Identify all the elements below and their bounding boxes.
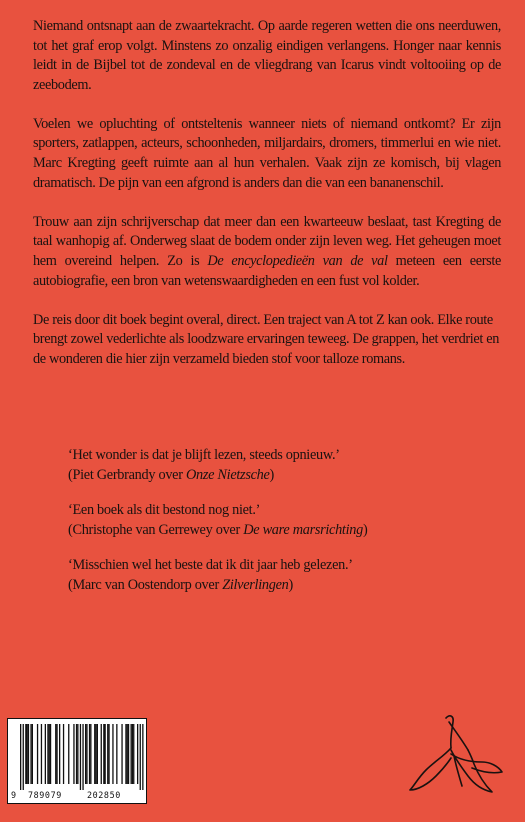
barcode-bar <box>86 724 87 784</box>
barcode-bar <box>68 724 69 784</box>
barcode-bar <box>28 724 29 784</box>
quote-source: (Christophe van Gerrewey over De ware marsrichting) <box>68 521 368 538</box>
barcode-bar <box>76 724 77 784</box>
barcode-bar <box>103 724 104 784</box>
barcode-bar <box>47 724 48 784</box>
barcode-bar <box>116 724 117 784</box>
barcode-bar <box>82 724 83 790</box>
barcode-bar <box>25 724 26 784</box>
barcode-bar <box>108 724 109 784</box>
barcode-bar <box>59 724 60 784</box>
barcode-bar <box>95 724 96 784</box>
blurb-paragraph-3 <box>33 213 501 291</box>
isbn-lead-digit: 9 <box>11 790 17 800</box>
blurb-paragraph-1: Niemand ontsnapt aan de zwaartekracht. Op aarde regeren wetten die ons neerduwen, tot het graf erop volgt. Minstens zo onzalig eindigen verlangens. Honger naar kennis leidt in de Bijbel tot de zondeval en de vliegdrang van Icarus vindt voltooiing op de zeebodem. <box>33 18 501 93</box>
barcode-bars <box>8 719 146 791</box>
barcode-bar <box>121 724 122 784</box>
quote-text: ‘Het wonder is dat je blijft lezen, steeds opnieuw.’ <box>68 447 340 463</box>
barcode-bar <box>89 724 90 784</box>
barcode-bar <box>107 724 108 784</box>
barcode-bar <box>97 724 98 784</box>
blurb-paragraph-3-end: meteen een eerste autobiografie, een bron van wetenswaardigheden en een fust vol kolder. <box>33 252 502 289</box>
barcode-bar <box>30 724 31 784</box>
isbn-left-digits: 789079 <box>28 790 62 800</box>
barcode-bar <box>80 724 81 790</box>
barcode-bar <box>20 724 21 790</box>
review-quote <box>68 556 498 595</box>
quote-source: (Piet Gerbrandy over Onze Nietzsche) <box>68 466 274 483</box>
review-quotes <box>68 446 498 612</box>
book-title-inline: De encyclopedieën van de val <box>207 252 388 269</box>
quote-text: ‘Een boek als dit bestond nog niet.’ <box>68 502 261 519</box>
barcode-bar <box>90 724 91 784</box>
barcode-bar <box>125 724 126 784</box>
blurb-paragraph-4: De reis door dit boek begint overal, direct. Een traject van A tot Z kan ook. Elke route brengt zowel vederlichte als loodzware ervaringen teweeg. De grappen, het verdriet en de wonderen die hier zijn verzameld bieden stof voor talloze romans. <box>33 311 500 367</box>
barcode-bar <box>63 724 64 784</box>
barcode-bar <box>128 724 129 784</box>
isbn-barcode <box>7 718 147 804</box>
isbn-right-digits: 202850 <box>87 790 121 800</box>
quote-source-title: De ware marsrichting <box>243 521 363 538</box>
blurb-paragraph-2: Voelen we opluchting of ontsteltenis wanneer niets of niemand ontkomt? Er zijn sporters, zatlappen, acteurs, schoonheden, miljardairs, dromers, timmerlui en wie niet. Marc Kregting geeft ruimte aan al hun verhalen. Vaak zijn ze komisch, bij vlagen dramatisch. De pijn van een afgrond is anders dan die van een bananenschil. <box>33 115 501 191</box>
barcode-bar <box>77 724 78 784</box>
barcode-bar <box>85 724 86 784</box>
back-cover-blurb <box>33 17 501 389</box>
barcode-bar <box>27 724 28 784</box>
quote-source: (Marc van Oostendorp over Zilverlingen) <box>68 576 293 593</box>
barcode-bar <box>23 724 24 790</box>
barcode-bar <box>49 724 50 784</box>
barcode-bar <box>73 724 74 784</box>
barcode-bar <box>41 724 42 784</box>
barcode-bar <box>132 724 133 784</box>
banana-peel-icon <box>404 710 506 800</box>
barcode-bar <box>105 724 106 784</box>
quote-source-title: Zilverlingen <box>222 576 289 593</box>
barcode-bar <box>137 724 138 784</box>
quote-text: ‘Misschien wel het beste dat ik dit jaar heb gelezen.’ <box>68 557 353 574</box>
barcode-bar <box>131 724 132 784</box>
barcode-bar <box>37 724 38 784</box>
barcode-bar <box>133 724 134 784</box>
barcode-bar <box>140 724 141 790</box>
quote-source-title: Onze Nietzsche <box>185 466 270 483</box>
barcode-bar <box>55 724 56 784</box>
barcode-bar <box>142 724 143 790</box>
barcode-bar <box>112 724 113 784</box>
review-quote <box>68 501 498 540</box>
barcode-bar <box>45 724 46 784</box>
barcode-bar <box>32 724 33 784</box>
barcode-bar <box>56 724 57 784</box>
barcode-bar <box>94 724 95 784</box>
barcode-bar <box>127 724 128 784</box>
blurb-paragraph-3-start: Trouw aan zijn schrijverschap dat meer dan een kwarteeuw beslaat, tast Kregting de taal wanhopig af. Onderweg slaat de bodem onder zijn leven weg. Het geheugen moet hem overeind helpen. Zo is <box>33 213 501 269</box>
barcode-bar <box>101 724 102 784</box>
barcode-bar <box>50 724 51 784</box>
review-quote <box>68 446 498 485</box>
